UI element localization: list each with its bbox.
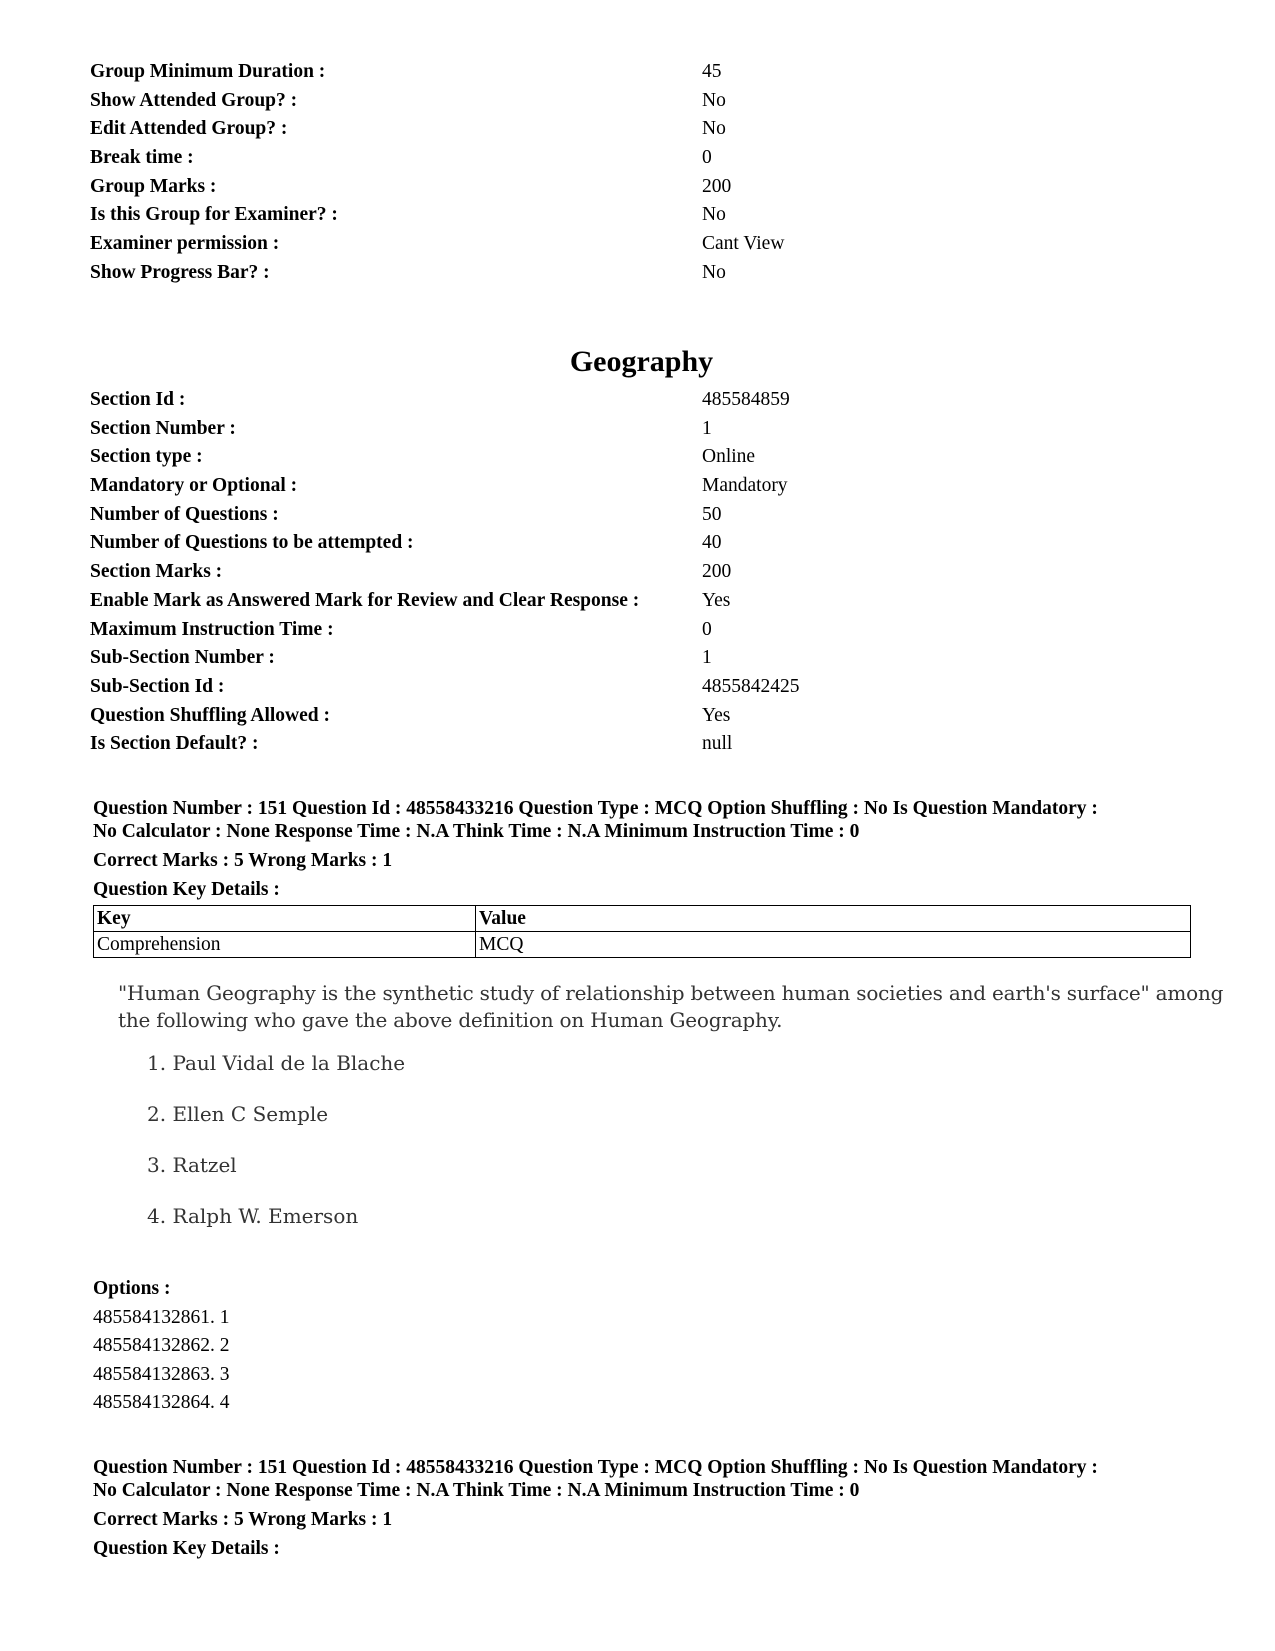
question-text	[118, 980, 1224, 1034]
field-label: Section type :	[90, 446, 203, 468]
field-label: Show Attended Group? :	[90, 89, 298, 111]
field-label: Section Id :	[90, 389, 186, 410]
answer-choice: 1. Paul Vidal de la Blache	[147, 1051, 406, 1075]
question-text-line: the following who gave the above definition on Human Geography.	[118, 1008, 783, 1032]
field-value: Cant View	[702, 233, 785, 255]
section-row	[90, 415, 1190, 444]
section-row	[90, 730, 1190, 759]
table-cell: MCQ	[476, 932, 1191, 958]
question-marks: Correct Marks : 5 Wrong Marks : 1	[93, 1509, 393, 1530]
field-value: No	[702, 261, 726, 283]
field-value: 1	[702, 417, 712, 439]
field-value: No	[702, 204, 726, 226]
group-row	[90, 144, 1190, 173]
option-item: 485584132863. 3	[93, 1363, 230, 1385]
section-row	[90, 501, 1190, 530]
section-details	[90, 386, 1190, 759]
option-item: 485584132861. 1	[93, 1306, 230, 1328]
field-value: 0	[702, 147, 712, 169]
options-list	[93, 1275, 230, 1418]
field-value: Yes	[702, 589, 731, 611]
section-row	[90, 673, 1190, 702]
answer-choice: 3. Ratzel	[147, 1153, 237, 1177]
table-header-cell: Value	[476, 906, 1191, 932]
field-label: Sub-Section Number :	[90, 647, 275, 669]
question-marks: Correct Marks : 5 Wrong Marks : 1	[93, 850, 393, 871]
table-row	[94, 932, 1191, 958]
field-label: Examiner permission :	[90, 233, 280, 255]
group-row	[90, 87, 1190, 116]
table-header-cell: Key	[94, 906, 476, 932]
field-value: 1	[702, 647, 712, 669]
option-item: 485584132864. 4	[93, 1392, 230, 1413]
field-label: Number of Questions :	[90, 503, 279, 525]
field-label: Question Shuffling Allowed :	[90, 704, 331, 726]
field-value: Online	[702, 446, 756, 468]
options-title: Options :	[93, 1278, 171, 1299]
field-label: Sub-Section Id :	[90, 675, 225, 697]
field-value: No	[702, 118, 726, 140]
field-label: Edit Attended Group? :	[90, 118, 288, 140]
field-label: Is this Group for Examiner? :	[90, 204, 338, 226]
answer-choice: 2. Ellen C Semple	[147, 1102, 329, 1126]
section-row	[90, 702, 1190, 731]
question-meta-line: Question Number : 151 Question Id : 48558433216 Question Type : MCQ Option Shuffling : No Is Question Mandatory :	[93, 798, 1098, 819]
field-label: Enable Mark as Answered Mark for Review and Clear Response :	[90, 589, 640, 611]
question-meta	[93, 797, 1203, 843]
question-meta-line: No Calculator : None Response Time : N.A Think Time : N.A Minimum Instruction Time : 0	[93, 821, 860, 842]
question-key-table	[93, 905, 1191, 958]
question-header	[93, 797, 1203, 958]
group-row	[90, 58, 1190, 87]
field-label: Group Minimum Duration :	[90, 61, 326, 82]
section-row	[90, 386, 1190, 415]
group-row	[90, 230, 1190, 259]
section-row	[90, 558, 1190, 587]
field-label: Section Marks :	[90, 561, 223, 583]
field-label: Section Number :	[90, 417, 236, 439]
answer-choice: 4. Ralph W. Emerson	[147, 1204, 359, 1228]
field-value: 40	[702, 532, 722, 554]
field-value: No	[702, 89, 726, 111]
section-row	[90, 529, 1190, 558]
field-value: 200	[702, 561, 732, 583]
question-key-details-label: Question Key Details :	[93, 879, 280, 900]
field-label: Group Marks :	[90, 175, 217, 197]
field-value: 4855842425	[702, 675, 800, 697]
field-value: 200	[702, 175, 732, 197]
group-row	[90, 173, 1190, 202]
section-title: Geography	[569, 345, 714, 378]
group-details	[90, 58, 1190, 288]
section-row	[90, 587, 1190, 616]
question-header	[93, 1456, 1203, 1563]
question-text-line: "Human Geography is the synthetic study of relationship between human societies and earth's surface" among	[118, 981, 1224, 1005]
field-value: 45	[702, 61, 722, 82]
field-label: Break time :	[90, 147, 194, 169]
question-meta-line: Question Number : 151 Question Id : 48558433216 Question Type : MCQ Option Shuffling : No Is Question Mandatory :	[93, 1457, 1098, 1478]
question-meta	[93, 1456, 1203, 1502]
question-key-details-label: Question Key Details :	[93, 1538, 280, 1559]
question-image	[118, 980, 1224, 1228]
section-row	[90, 443, 1190, 472]
table-header-row	[94, 906, 1191, 932]
field-value: Mandatory	[702, 475, 788, 497]
field-label: Mandatory or Optional :	[90, 475, 298, 497]
field-value: null	[702, 733, 733, 755]
field-label: Is Section Default? :	[90, 733, 259, 755]
field-value: 0	[702, 618, 712, 640]
field-label: Show Progress Bar? :	[90, 261, 270, 283]
group-row	[90, 201, 1190, 230]
group-row	[90, 115, 1190, 144]
option-item: 485584132862. 2	[93, 1335, 230, 1356]
field-value: 50	[702, 503, 722, 525]
section-row	[90, 644, 1190, 673]
section-row	[90, 616, 1190, 645]
question-meta-line: No Calculator : None Response Time : N.A Think Time : N.A Minimum Instruction Time : 0	[93, 1480, 860, 1501]
section-row	[90, 472, 1190, 501]
field-value: Yes	[702, 704, 731, 726]
group-row	[90, 259, 1190, 288]
field-label: Maximum Instruction Time :	[90, 618, 334, 640]
field-value: 485584859	[702, 389, 790, 410]
field-label: Number of Questions to be attempted :	[90, 532, 414, 554]
table-cell: Comprehension	[94, 932, 476, 958]
